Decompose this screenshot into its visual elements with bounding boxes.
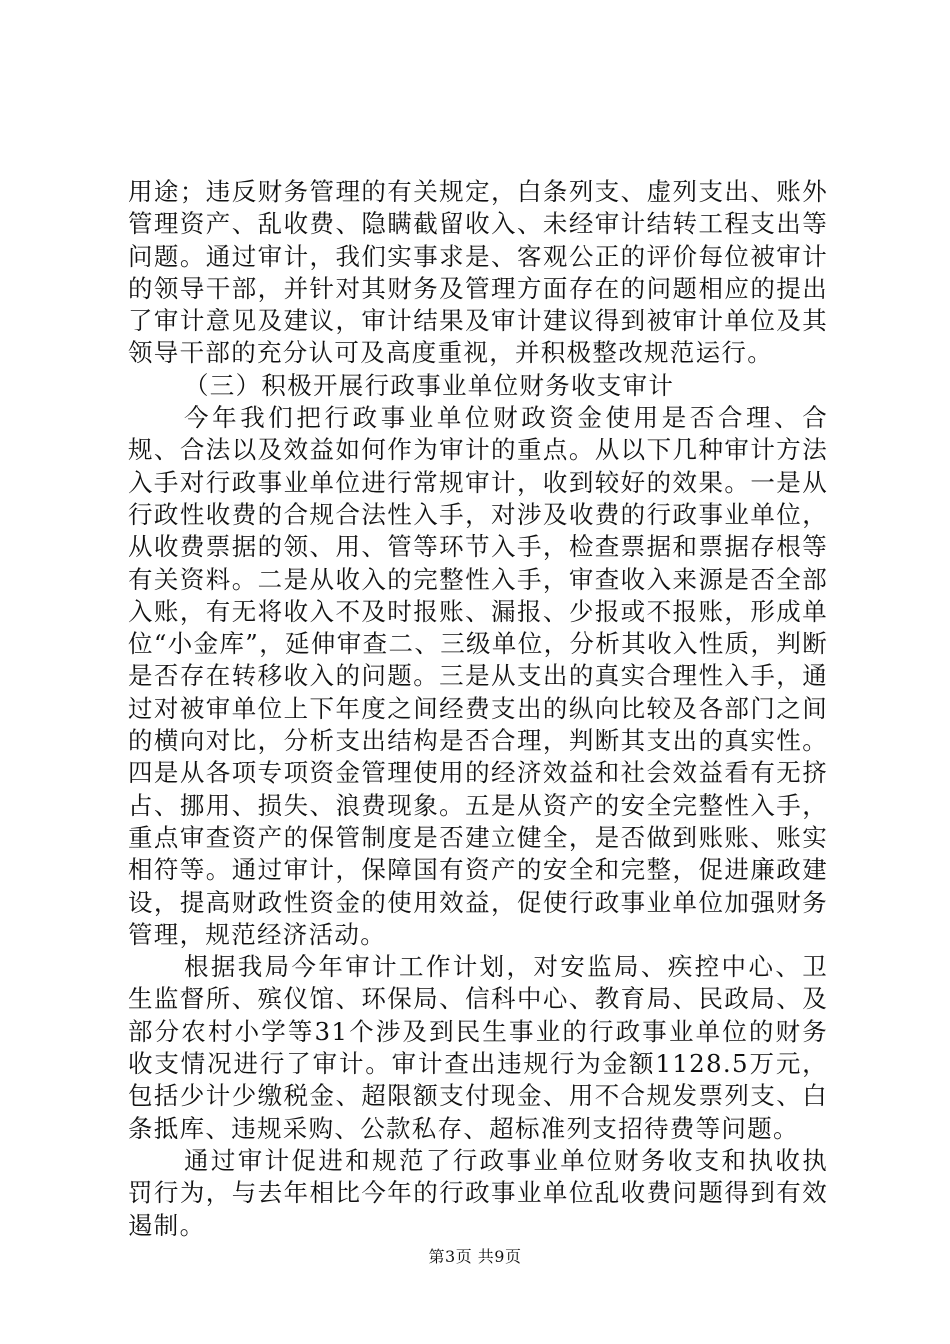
paragraph-continuation: 用途；违反财务管理的有关规定，白条列支、虚列支出、账外管理资产、乱收费、隐瞒截留收入、未经审计结转工程支出等问题。通过审计，我们实事求是、客观公正的评价每位被审计的领导干部，并针对其财务及管理方面存在的问题相应的提出了审计意见及建议，审计结果及审计建议得到被审计单位及其领导干部的充分认可及高度重视，并积极整改规范运行。 bbox=[128, 177, 828, 368]
document-body bbox=[128, 176, 828, 1242]
section-heading: （三）积极开展行政事业单位财务收支审计 bbox=[184, 370, 675, 400]
paragraph-audit-effect: 通过审计促进和规范了行政事业单位财务收支和执收执罚行为，与去年相比今年的行政事业单位乱收费问题得到有效遏制。 bbox=[128, 1145, 828, 1240]
page-number-footer: 第3页 共9页 bbox=[428, 1247, 522, 1266]
paragraph-audit-methods: 今年我们把行政事业单位财政资金使用是否合理、合规、合法以及效益如何作为审计的重点。从以下几种审计方法入手对行政事业单位进行常规审计，收到较好的效果。一是从行政性收费的合规合法性入手，对涉及收费的行政事业单位，从收费票据的领、用、管等环节入手，检查票据和票据存根等有关资料。二是从收入的完整性入手，审查收入来源是否全部入账，有无将收入不及时报账、漏报、少报或不报账，形成单位“小金库”，延伸审查二、三级单位，分析其收入性质，判断是否存在转移收入的问题。三是从支出的真实合理性入手，通过对被审单位上下年度之间经费支出的纵向比较及各部门之间的横向对比，分析支出结构是否合理，判断其支出的真实性。四是从各项专项资金管理使用的经济效益和社会效益看有无挤占、挪用、损失、浪费现象。五是从资产的安全完整性入手，重点审查资产的保管制度是否建立健全，是否做到账账、账实相符等。通过审计，保障国有资产的安全和完整，促进廉政建设，提高财政性资金的使用效益，促使行政事业单位加强财务管理，规范经济活动。 bbox=[128, 403, 828, 949]
paragraph-audit-results: 根据我局今年审计工作计划，对安监局、疾控中心、卫生监督所、殡仪馆、环保局、信科中心、教育局、民政局、及部分农村小学等31个涉及到民生事业的行政事业单位的财务收支情况进行了审计。审计查出违规行为金额1128.5万元，包括少计少缴税金、超限额支付现金、用不合规发票列支、白条抵库、违规采购、公款私存、超标准列支招待费等问题。 bbox=[128, 952, 828, 1143]
